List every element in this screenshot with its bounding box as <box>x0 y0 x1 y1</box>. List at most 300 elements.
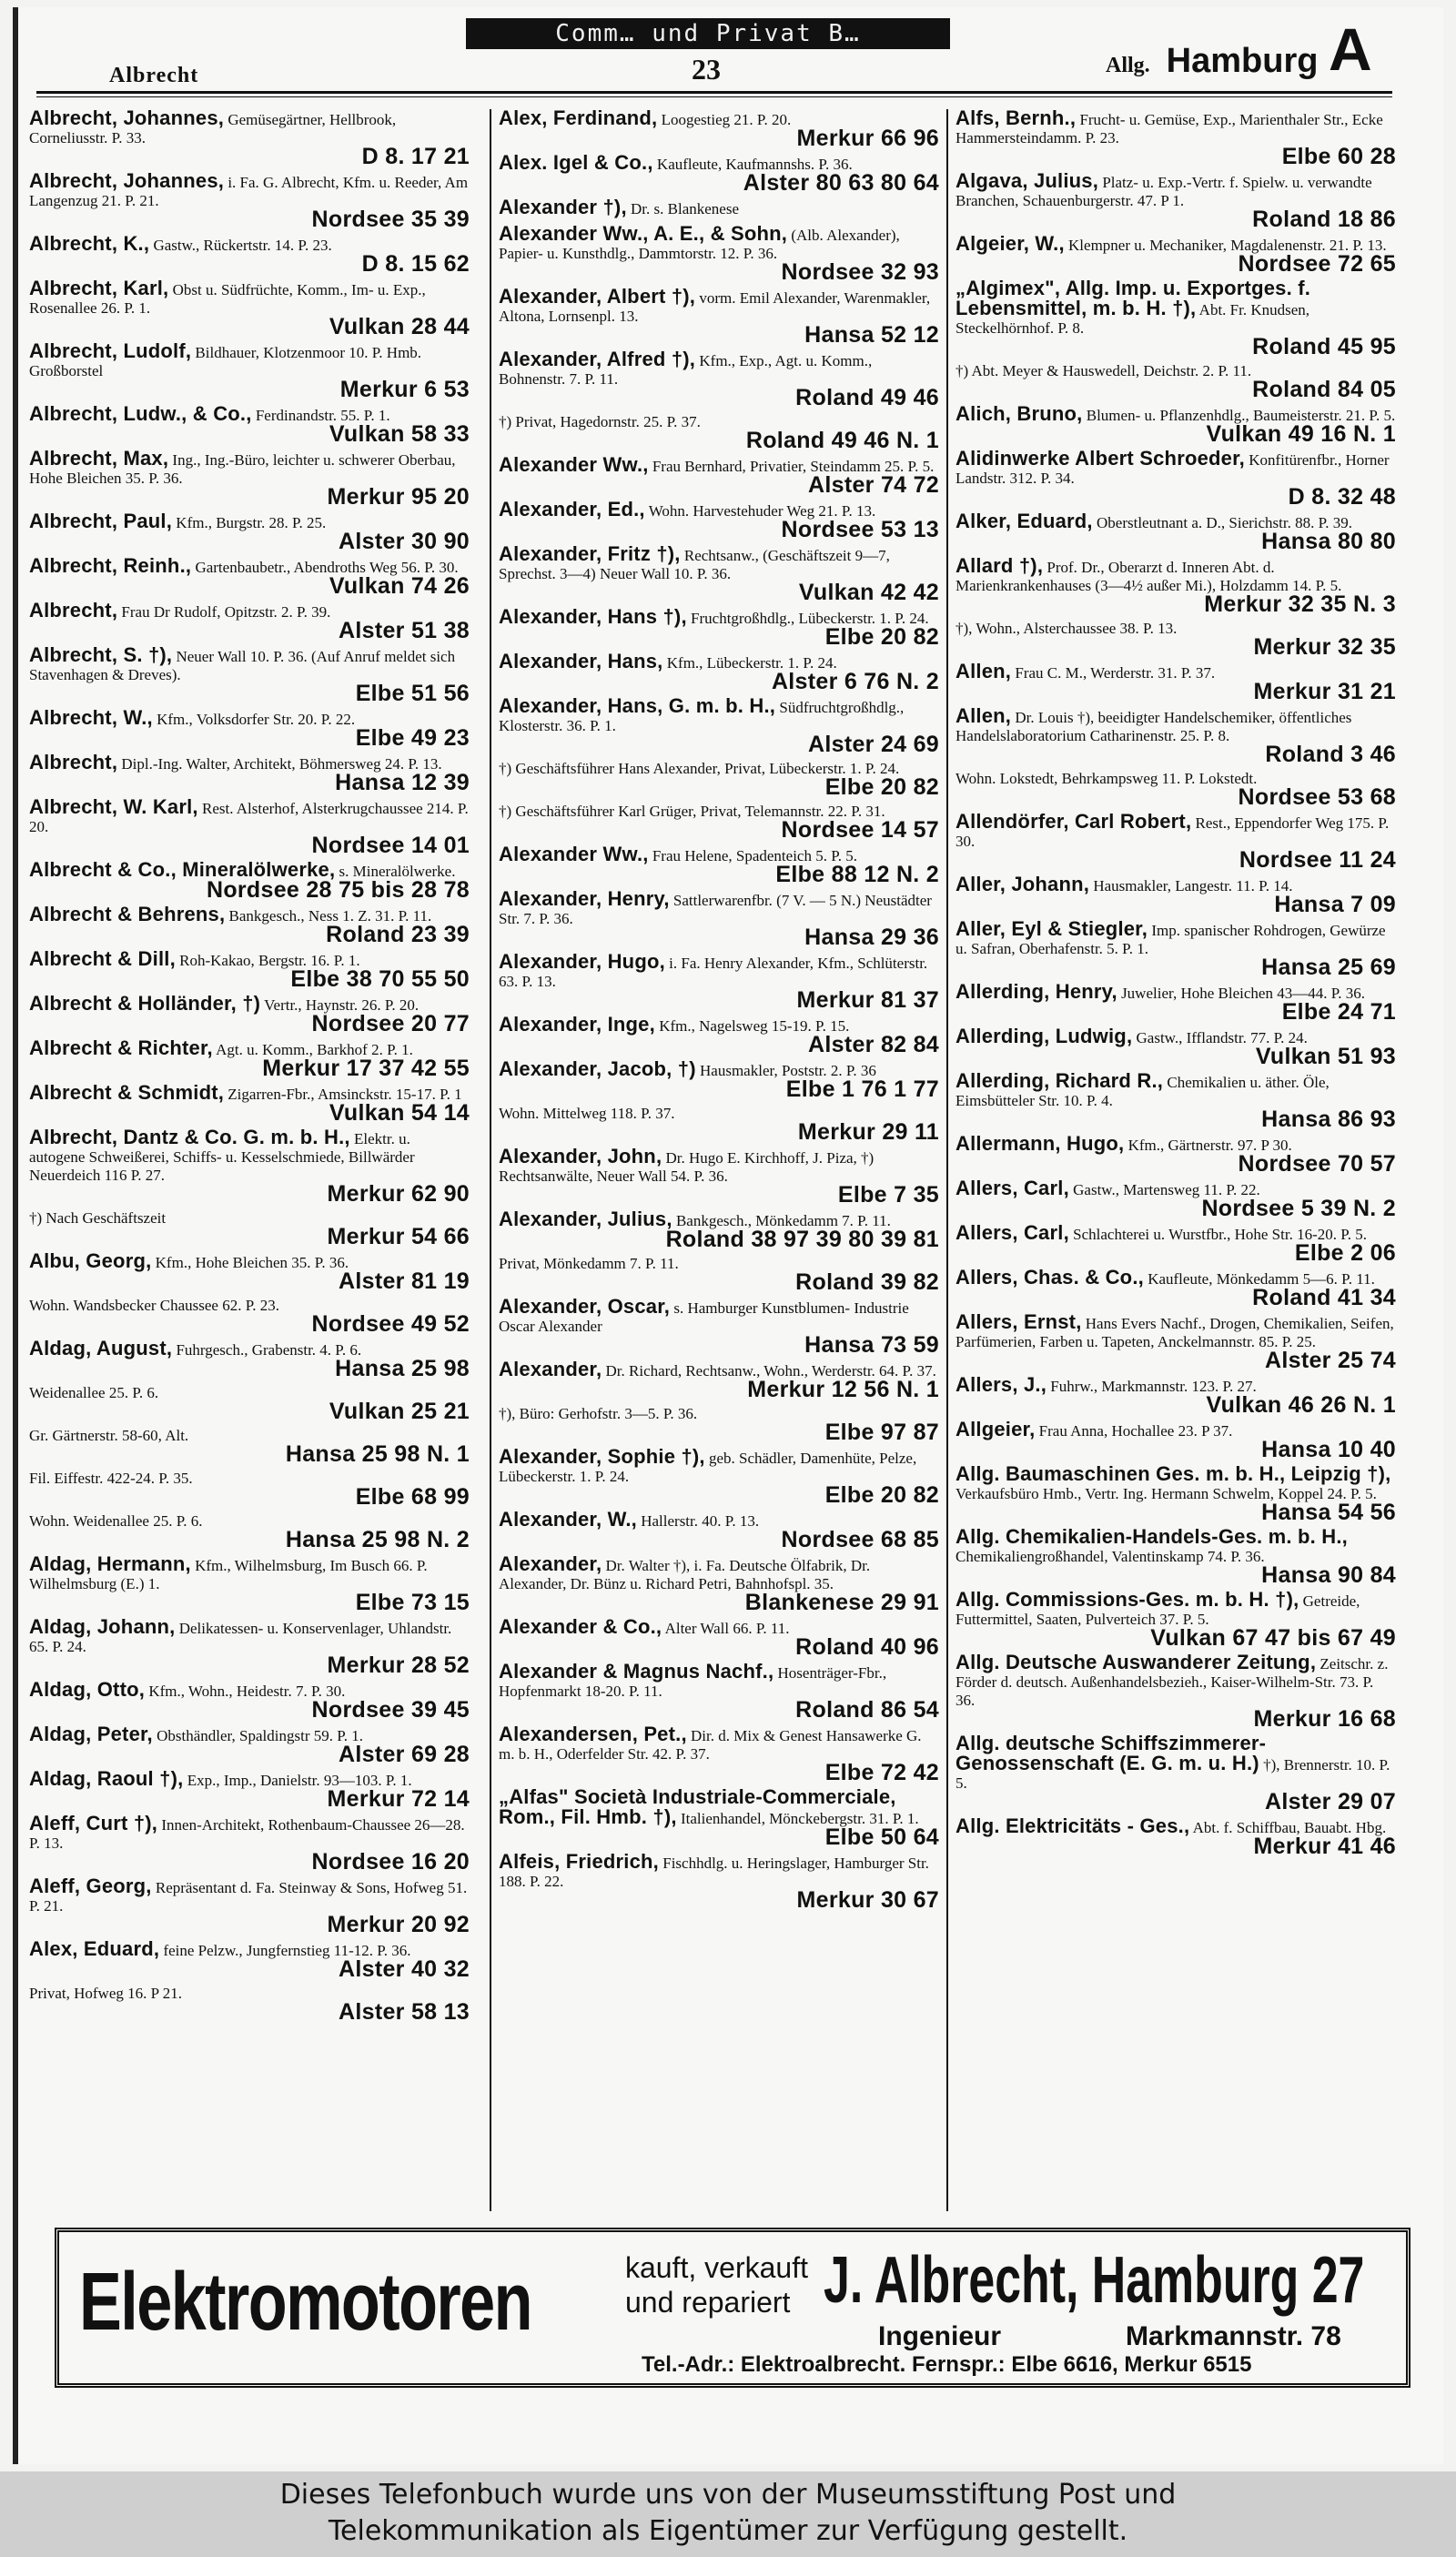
entry-name: Alexander †), <box>499 196 627 218</box>
column-divider <box>490 109 491 2211</box>
entry-phone: Vulkan 49 16 N. 1 <box>1206 421 1396 447</box>
entry-details: Imp. spanischer Rohdrogen, Gewürze u. Safran, Oberhafenstr. 5. P. 1. <box>956 922 1386 957</box>
entry-name: Alidinwerke Albert Schroeder, <box>956 447 1245 470</box>
entry-phone: Elbe 51 56 <box>355 681 470 706</box>
entry-phone: Merkur 17 37 42 55 <box>262 1056 470 1081</box>
header-right-keyword: Allg. <box>1106 54 1150 77</box>
ad-services-line-1: kauft, verkauft <box>625 2251 808 2284</box>
directory-entry <box>499 803 939 843</box>
entry-name: Allg. Commissions-Ges. m. b. H. †), <box>956 1588 1299 1611</box>
directory-entry <box>499 222 939 285</box>
entry-phone: Merkur 31 21 <box>1253 679 1396 704</box>
entry-phone: Hansa 25 69 <box>1261 955 1396 980</box>
directory-entry <box>29 1512 470 1552</box>
entry-details: Exp., Imp., Danielstr. 93—103. P. 1. <box>187 1772 412 1789</box>
entry-name: Albrecht & Co., Mineralölwerke, <box>29 858 336 881</box>
entry-phone: Nordsee 11 24 <box>1239 847 1396 873</box>
entry-details: Dr. s. Blankenese <box>631 200 740 217</box>
entry-phone: Alster 29 07 <box>1265 1789 1396 1814</box>
entry-phone: Merkur 30 67 <box>796 1887 939 1913</box>
entry-details: Frau Bernhard, Privatier, Steindamm 25. P. 5. <box>652 458 935 475</box>
entry-phone: D 8. 17 21 <box>361 144 470 169</box>
entry-phone: Elbe 68 99 <box>355 1484 470 1510</box>
entry-details: feine Pelzw., Jungfernstieg 11-12. P. 36. <box>163 1942 411 1959</box>
entry-name: Albrecht, W., <box>29 706 153 729</box>
entry-phone: Hansa 25 98 <box>335 1356 470 1381</box>
entry-details: Oberstleutnant a. D., Sierichstr. 88. P. 39. <box>1097 514 1352 531</box>
directory-entry <box>499 605 939 650</box>
directory-entry <box>956 510 1396 554</box>
entry-phone: Merkur 62 90 <box>327 1181 470 1207</box>
directory-entry <box>499 1508 939 1552</box>
entry-details: Dr. Hugo E. Kirchhoff, J. Piza, †) Rechtsanwälte, Neuer Wall 54. P. 36. <box>499 1149 875 1185</box>
entry-details: †), Büro: Gerhofstr. 3—5. P. 36. <box>499 1405 698 1422</box>
entry-name: Albrecht & Behrens, <box>29 903 226 925</box>
entry-phone: Roland 23 39 <box>326 922 470 947</box>
entry-name: Allgeier, <box>956 1418 1036 1440</box>
entry-name: Alexander, Ed., <box>499 498 645 520</box>
header-city: Hamburg <box>1166 42 1319 80</box>
entry-name: Alexander, Julius, <box>499 1208 672 1230</box>
entry-name: Aldag, Otto, <box>29 1678 146 1701</box>
entry-phone: Roland 39 82 <box>795 1269 939 1295</box>
entry-details: †) Geschäftsführer Hans Alexander, Privat, Lübeckerstr. 1. P. 24. <box>499 760 900 777</box>
entry-details: Hosenträger-Fbr., Hopfenmarkt 18-20. P. 11. <box>499 1664 887 1700</box>
entry-details: Kfm., Gärtnerstr. 97. P 30. <box>1127 1137 1292 1154</box>
entry-name: Aller, Johann, <box>956 873 1090 895</box>
entry-phone: Nordsee 16 20 <box>311 1849 470 1875</box>
entry-phone: Vulkan 54 14 <box>329 1100 470 1126</box>
entry-phone: Nordsee 20 77 <box>311 1011 470 1036</box>
entry-details: Fischhdlg. u. Heringslager, Hamburger Str. 188. P. 22. <box>499 1855 929 1890</box>
directory-entry <box>956 1732 1396 1814</box>
directory-entry <box>499 760 939 800</box>
directory-entry <box>29 1812 470 1875</box>
entry-details: Frau C. M., Werderstr. 31. P. 37. <box>1015 664 1216 682</box>
directory-entry <box>499 1208 939 1252</box>
ad-firm-name: J. Albrecht, Hamburg 27 <box>824 2244 1365 2317</box>
directory-entry <box>956 980 1396 1025</box>
entry-phone: Elbe 60 28 <box>1281 144 1396 169</box>
directory-entry <box>499 542 939 605</box>
directory-entry <box>956 810 1396 873</box>
directory-entry <box>499 1552 939 1615</box>
entry-name: Allerding, Henry, <box>956 980 1117 1003</box>
entry-phone: Merkur 32 35 <box>1253 634 1396 660</box>
directory-entry <box>956 917 1396 980</box>
entry-phone: Nordsee 28 75 bis 28 78 <box>206 877 470 903</box>
directory-entry <box>29 447 470 510</box>
entry-phone: Elbe 50 64 <box>824 1824 939 1850</box>
directory-entry <box>29 169 470 232</box>
advertisement <box>55 2228 1410 2388</box>
entry-name: Alexander Ww., <box>499 843 649 865</box>
directory-entry <box>956 1221 1396 1266</box>
directory-entry <box>499 950 939 1013</box>
entry-details: Konfitürenfbr., Horner Landstr. 312. P. 34. <box>956 451 1390 487</box>
directory-entry <box>29 1337 470 1381</box>
entry-phone: Elbe 73 15 <box>355 1590 470 1615</box>
entry-details: Hans Evers Nachf., Drogen, Chemikalien, Seifen, Parfümerien, Farben u. Tapeten, Anckelmannstr. 85. P. 25. <box>956 1315 1394 1350</box>
entry-phone: Alster 6 76 N. 2 <box>771 669 939 694</box>
entry-phone: Elbe 1 76 1 77 <box>785 1076 939 1102</box>
entry-details: Wohn. Lokstedt, Behrkampsweg 11. P. Lokstedt. <box>956 770 1258 787</box>
directory-entry <box>499 1723 939 1785</box>
entry-phone: Roland 38 97 39 80 39 81 <box>665 1227 939 1252</box>
directory-entry <box>29 232 470 277</box>
entry-name: Allers, J., <box>956 1373 1047 1396</box>
entry-phone: Hansa 29 36 <box>804 925 939 950</box>
directory-entry <box>499 1405 939 1445</box>
entry-name: Albrecht, Ludw., & Co., <box>29 402 252 425</box>
directory-entry <box>956 620 1396 660</box>
entry-name: Allerding, Ludwig, <box>956 1025 1133 1047</box>
directory-entry <box>956 1373 1396 1418</box>
entry-name: Aldag, Johann, <box>29 1615 176 1638</box>
entry-phone: Merkur 16 68 <box>1253 1706 1396 1732</box>
entry-name: Alexander, Hugo, <box>499 950 665 973</box>
directory-entry <box>956 1177 1396 1221</box>
entry-name: Aldag, Hermann, <box>29 1552 191 1575</box>
entry-phone: Merkur 41 46 <box>1253 1834 1396 1859</box>
entry-details: Delikatessen- u. Konservenlager, Uhlandstr. 65. P. 24. <box>29 1620 452 1655</box>
entry-details: Privat, Hofweg 16. P 21. <box>29 1985 182 2002</box>
ad-services-line-2: und repariert <box>625 2286 791 2319</box>
entry-phone: Roland 41 34 <box>1252 1285 1396 1310</box>
directory-entry <box>29 947 470 992</box>
entry-details: Kaufleute, Kaufmannshs. P. 36. <box>656 156 853 173</box>
entry-details: Dr. Walter †), i. Fa. Deutsche Ölfabrik, Dr. Alexander, Dr. Bünz u. Richard Petri, Bahnhofspl. 35. <box>499 1557 871 1592</box>
entry-details: Ing., Ing.-Büro, leichter u. schwerer Oberbau, Hohe Bleichen 35. P. 36. <box>29 451 456 487</box>
entry-details: †), Brennerstr. 10. P. 5. <box>956 1756 1390 1792</box>
directory-entry <box>499 498 939 542</box>
entry-name: Alexander, John, <box>499 1145 662 1167</box>
directory-entry <box>499 1145 939 1208</box>
entry-name: Alexander Ww., <box>499 453 649 476</box>
entry-phone: Vulkan 25 21 <box>329 1399 470 1424</box>
entry-phone: Vulkan 42 42 <box>798 580 939 605</box>
directory-page <box>13 7 1443 2464</box>
entry-details: s. Mineralölwerke. <box>339 863 456 880</box>
entry-details: Abt. Fr. Knudsen, Steckelhörnhof. P. 8. <box>956 301 1310 337</box>
directory-entry <box>499 1445 939 1508</box>
entry-name: Allen, <box>956 704 1012 727</box>
entry-phone: Alster 81 19 <box>339 1268 470 1294</box>
entry-details: Sattlerwarenfbr. (7 V. — 5 N.) Neustädter Str. 7. P. 36. <box>499 892 932 927</box>
directory-entry <box>29 1384 470 1424</box>
entry-name: Albrecht, S. †), <box>29 643 173 666</box>
entry-phone: Hansa 90 84 <box>1261 1562 1396 1588</box>
directory-entry <box>499 453 939 498</box>
entry-details: Ferdinandstr. 55. P. 1. <box>255 407 390 424</box>
directory-entry <box>499 1013 939 1057</box>
entry-details: Getreide, Futtermittel, Saaten, Pulverteich 37. P. 5. <box>956 1592 1360 1628</box>
entry-details: Zeitschr. z. Förder d. deutsch. Außenhandelsbezieh., Kaiser-Wilhelm-Str. 73. P. 36. <box>956 1655 1389 1709</box>
directory-entry <box>29 599 470 643</box>
directory-entry <box>956 1418 1396 1462</box>
ad-telephone: Tel.-Adr.: Elektroalbrecht. Fernspr.: Elbe 6616, Merkur 6515 <box>642 2352 1252 2377</box>
entry-details: †), Wohn., Alsterchaussee 38. P. 13. <box>956 620 1178 637</box>
footer-notice <box>0 2471 1456 2557</box>
entry-name: Albrecht, W. Karl, <box>29 795 198 818</box>
entry-details: Innen-Architekt, Rothenbaum-Chaussee 26—28. P. 13. <box>29 1816 465 1852</box>
directory-entry <box>499 1358 939 1402</box>
entry-name: Allerding, Richard R., <box>956 1069 1164 1092</box>
entry-details: Neuer Wall 10. P. 36. (Auf Anruf meldet sich Stavenhagen & Dreves). <box>29 648 456 683</box>
directory-entry <box>499 650 939 694</box>
entry-phone: Alster 82 84 <box>808 1032 939 1057</box>
directory-entry <box>29 1552 470 1615</box>
entry-name: Alexander, Albert †), <box>499 285 696 308</box>
entry-phone: Elbe 24 71 <box>1281 999 1396 1025</box>
entry-details: Obsthändler, Spaldingstr 59. P. 1. <box>157 1727 364 1744</box>
entry-phone: D 8. 32 48 <box>1288 484 1396 510</box>
directory-entry <box>956 660 1396 704</box>
entry-name: Albrecht & Dill, <box>29 947 176 970</box>
directory-entry <box>499 285 939 348</box>
entry-details: Dr. Louis †), beeidigter Handelschemiker, öffentliches Handelslaboratorium Catharinenstr. 25. P. 8. <box>956 709 1352 744</box>
entry-phone: Merkur 95 20 <box>327 484 470 510</box>
entry-details: Gemüsegärtner, Hellbrook, Corneliusstr. P. 33. <box>29 111 397 147</box>
directory-entry <box>956 873 1396 917</box>
entry-phone: Merkur 81 37 <box>796 987 939 1013</box>
entry-name: Allers, Carl, <box>956 1177 1069 1199</box>
entry-details: Gartenbaubetr., Abendroths Weg 56. P. 30. <box>195 559 459 576</box>
directory-entry <box>29 402 470 447</box>
entry-details: Kfm., Burgstr. 28. P. 25. <box>176 514 327 531</box>
entry-phone: Vulkan 51 93 <box>1255 1044 1396 1069</box>
directory-entry <box>956 1588 1396 1651</box>
entry-name: Aldag, August, <box>29 1337 173 1359</box>
entry-name: Alexander Ww., A. E., & Sohn, <box>499 222 788 245</box>
entry-details: Privat, Mönkedamm 7. P. 11. <box>499 1255 679 1272</box>
entry-phone: Hansa 7 09 <box>1274 892 1396 917</box>
entry-name: Alexander, Hans, G. m. b. H., <box>499 694 776 717</box>
column-divider <box>946 109 948 2211</box>
directory-entry <box>956 1462 1396 1525</box>
directory-entry <box>499 1785 939 1850</box>
entry-phone: Hansa 52 12 <box>804 322 939 348</box>
entry-phone: Alster 24 69 <box>808 732 939 757</box>
entry-phone: Nordsee 35 39 <box>311 207 470 232</box>
entry-details: Blumen- u. Pflanzenhdlg., Baumeisterstr. 21. P. 5. <box>1086 407 1396 424</box>
directory-entry <box>956 277 1396 359</box>
entry-phone: Roland 3 46 <box>1265 742 1396 767</box>
directory-entry <box>956 1069 1396 1132</box>
directory-entry <box>956 1814 1396 1859</box>
entry-phone: Merkur 28 52 <box>327 1652 470 1678</box>
entry-details: Frucht- u. Gemüse, Exp., Marienthaler Str., Ecke Hammersteindamm. P. 23. <box>956 111 1383 147</box>
entry-name: Alexander, Fritz †), <box>499 542 681 565</box>
entry-phone: Nordsee 68 85 <box>781 1527 939 1552</box>
directory-entry <box>29 1036 470 1081</box>
entry-name: Albrecht & Schmidt, <box>29 1081 225 1104</box>
entry-name: Alfeis, Friedrich, <box>499 1850 659 1873</box>
entry-phone: Elbe 72 42 <box>824 1760 939 1785</box>
entry-name: Alexander, <box>499 1358 602 1380</box>
directory-entry <box>956 1525 1396 1588</box>
entry-phone: Merkur 29 11 <box>797 1119 939 1145</box>
entry-details: Dir. d. Mix & Genest Hansawerke G. m. b. H., Oderfelder Str. 42. P. 37. <box>499 1727 922 1763</box>
entry-name: Allermann, Hugo, <box>956 1132 1125 1155</box>
entry-details: Fruchtgroßhdlg., Lübeckerstr. 1. P. 24. <box>691 610 929 627</box>
entry-details: Bildhauer, Klotzenmoor 10. P. Hmb. Großborstel <box>29 344 422 379</box>
directory-entry <box>499 1850 939 1913</box>
directory-entry <box>29 1875 470 1937</box>
entry-phone: Vulkan 58 33 <box>329 421 470 447</box>
entry-name: Albrecht & Holländer, †) <box>29 992 261 1015</box>
entry-details: s. Hamburger Kunstblumen- Industrie Oscar Alexander <box>499 1299 909 1335</box>
entry-name: Algava, Julius, <box>956 169 1099 192</box>
entry-phone: Hansa 25 98 N. 2 <box>285 1527 470 1552</box>
entry-phone: Elbe 2 06 <box>1294 1240 1396 1266</box>
directory-entry <box>29 339 470 402</box>
ad-street: Markmannstr. 78 <box>1126 2321 1341 2351</box>
entry-name: Allen, <box>956 660 1012 682</box>
entry-name: Albu, Georg, <box>29 1249 152 1272</box>
column-2 <box>499 109 939 2211</box>
entry-name: Albrecht, <box>29 751 118 773</box>
entry-name: Alexander, Inge, <box>499 1013 655 1036</box>
column-3 <box>956 109 1396 2211</box>
entry-details: Elektr. u. autogene Schweißerei, Schiffs- u. Kesselschmiede, Billwärder Neuerdeich 116 P. 27. <box>29 1130 415 1184</box>
entry-details: Obst u. Südfrüchte, Komm., Im- u. Exp., Rosenallee 26. P. 1. <box>29 281 426 317</box>
entry-details: Bankgesch., Mönkedamm 7. P. 11. <box>675 1212 891 1229</box>
directory-entry <box>29 795 470 858</box>
entry-phone: Merkur 6 53 <box>339 377 470 402</box>
entry-phone: Merkur 12 56 N. 1 <box>747 1377 939 1402</box>
directory-entry <box>29 510 470 554</box>
entry-details: Wohn. Weidenallee 25. P. 6. <box>29 1512 203 1530</box>
entry-details: Kaufleute, Mönkedamm 5—6. P. 11. <box>1148 1270 1375 1288</box>
entry-phone: Nordsee 53 68 <box>1238 784 1396 810</box>
entry-details: Fuhrw., Markmannstr. 123. P. 27. <box>1050 1378 1257 1395</box>
directory-entry <box>29 1209 470 1249</box>
entry-name: Albrecht, Reinh., <box>29 554 192 577</box>
directory-entry <box>499 109 939 151</box>
entry-name: Allers, Carl, <box>956 1221 1069 1244</box>
entry-details: Südfruchtgroßhdlg., Klosterstr. 36. P. 1. <box>499 699 905 734</box>
entry-phone: Roland 49 46 <box>795 385 939 410</box>
entry-phone: Alster 58 13 <box>339 1999 470 2025</box>
directory-entry <box>956 770 1396 810</box>
directory-entry <box>29 1081 470 1126</box>
entry-name: Albrecht & Richter, <box>29 1036 213 1059</box>
entry-phone: D 8. 15 62 <box>361 251 470 277</box>
entry-name: Alex, Ferdinand, <box>499 109 658 129</box>
entry-name: Allendörfer, Carl Robert, <box>956 810 1192 833</box>
entry-name: Allg. Chemikalien-Handels-Ges. m. b. H., <box>956 1525 1348 1548</box>
entry-name: Albrecht, Ludolf, <box>29 339 192 362</box>
directory-entry <box>956 232 1396 277</box>
directory-entry <box>499 694 939 757</box>
entry-details: Italienhandel, Mönckebergstr. 31. P. 1. <box>680 1810 919 1827</box>
header-band: Comm… und Privat B… <box>466 18 950 49</box>
entry-details: †) Nach Geschäftszeit <box>29 1209 167 1227</box>
directory-entry <box>956 1266 1396 1310</box>
entry-phone: Roland 86 54 <box>795 1697 939 1723</box>
entry-details: Kfm., Volksdorfer Str. 20. P. 22. <box>157 711 356 728</box>
entry-name: Albrecht, K., <box>29 232 150 255</box>
entry-phone: Nordsee 39 45 <box>311 1697 470 1723</box>
entry-phone: Elbe 20 82 <box>824 1482 939 1508</box>
entry-name: Allg. deutsche Schiffszimmerer-Genossenschaft (E. G. m. u. H.) <box>956 1732 1267 1774</box>
page-number: 23 <box>692 53 721 86</box>
directory-entry <box>29 1427 470 1467</box>
entry-name: „Alfas" Società Industriale-Commerciale, Rom., Fil. Hmb. †), <box>499 1785 896 1828</box>
directory-entry <box>29 1678 470 1723</box>
directory-entry <box>956 1651 1396 1732</box>
entry-details: (Alb. Alexander), Papier- u. Kunsthdlg., Dammtorstr. 12. P. 36. <box>499 227 900 262</box>
entry-phone: Hansa 86 93 <box>1261 1107 1396 1132</box>
entry-details: Gastw., Ifflandstr. 77. P. 24. <box>1136 1029 1308 1046</box>
entry-phone: Hansa 12 39 <box>335 770 470 795</box>
entry-name: Alex, Eduard, <box>29 1937 160 1960</box>
entry-phone: Vulkan 67 47 bis 67 49 <box>1150 1625 1396 1651</box>
entry-phone: Alster 30 90 <box>339 529 470 554</box>
entry-name: Allg. Elektricitäts - Ges., <box>956 1814 1190 1837</box>
entry-details: Frau Anna, Hochallee 23. P 37. <box>1038 1422 1233 1440</box>
entry-name: Allers, Chas. & Co., <box>956 1266 1144 1289</box>
directory-entry <box>29 277 470 339</box>
entry-details: Vertr., Haynstr. 26. P. 20. <box>264 996 420 1014</box>
directory-entry <box>956 1025 1396 1069</box>
entry-phone: Merkur 54 66 <box>327 1224 470 1249</box>
entry-phone: Roland 18 86 <box>1252 207 1396 232</box>
directory-entry <box>29 1297 470 1337</box>
entry-phone: Elbe 88 12 N. 2 <box>775 862 939 887</box>
directory-entry <box>29 1767 470 1812</box>
entry-details: Dr. Richard, Rechtsanw., Wohn., Werderstr. 64. P. 37. <box>605 1362 936 1380</box>
entry-details: Wohn. Mittelweg 118. P. 37. <box>499 1105 675 1122</box>
entry-phone: Nordsee 72 65 <box>1238 251 1396 277</box>
directory-entry <box>29 1937 470 1982</box>
entry-name: Alexander, Hans †), <box>499 605 687 628</box>
entry-phone: Nordsee 49 52 <box>311 1311 470 1337</box>
entry-details: Bankgesch., Ness 1. Z. 31. P. 11. <box>228 907 432 925</box>
entry-phone: Nordsee 32 93 <box>781 259 939 285</box>
directory-entry <box>29 903 470 947</box>
entry-phone: Hansa 80 80 <box>1261 529 1396 554</box>
footer-line-1: Dieses Telefonbuch wurde uns von der Museumsstiftung Post und <box>279 2479 1177 2511</box>
entry-name: Alich, Bruno, <box>956 402 1083 425</box>
directory-entry <box>29 751 470 795</box>
entry-phone: Blankenese 29 91 <box>744 1590 939 1615</box>
entry-name: Albrecht, Dantz & Co. G. m. b. H., <box>29 1126 350 1148</box>
entry-phone: Roland 84 05 <box>1252 377 1396 402</box>
entry-phone: Hansa 25 98 N. 1 <box>285 1441 470 1467</box>
entry-name: Alexandersen, Pet., <box>499 1723 687 1745</box>
ad-ingenieur: Ingenieur <box>878 2321 1002 2351</box>
entry-phone: Elbe 20 82 <box>824 774 939 800</box>
entry-details: Juwelier, Hohe Bleichen 43—44. P. 36. <box>1121 985 1366 1002</box>
entry-details: Dipl.-Ing. Walter, Architekt, Böhmersweg 24. P. 13. <box>121 755 442 773</box>
entry-details: †) Privat, Hagedornstr. 25. P. 37. <box>499 413 701 430</box>
entry-phone: Alster 74 72 <box>808 472 939 498</box>
directory-entry <box>499 1105 939 1145</box>
entry-details: †) Abt. Meyer & Hauswedell, Deichstr. 2. P. 11. <box>956 362 1252 379</box>
directory-entry <box>956 1310 1396 1373</box>
entry-phone: Elbe 49 23 <box>355 725 470 751</box>
entry-details: Klempner u. Mechaniker, Magdalenenstr. 21. P. 13. <box>1068 237 1387 254</box>
entry-details: Abt. f. Schiffbau, Bauabt. Hbg. <box>1192 1819 1387 1836</box>
entry-phone: Roland 45 95 <box>1252 334 1396 359</box>
entry-phone: Hansa 73 59 <box>804 1332 939 1358</box>
entry-details: i. Fa. Henry Alexander, Kfm., Schlüterstr. 63. P. 13. <box>499 955 928 990</box>
entry-name: Alexander, Henry, <box>499 887 670 910</box>
entry-details: Rest. Alsterhof, Alsterkrugchaussee 214. P. 20. <box>29 800 469 835</box>
entry-phone: Merkur 32 35 N. 3 <box>1204 591 1396 617</box>
